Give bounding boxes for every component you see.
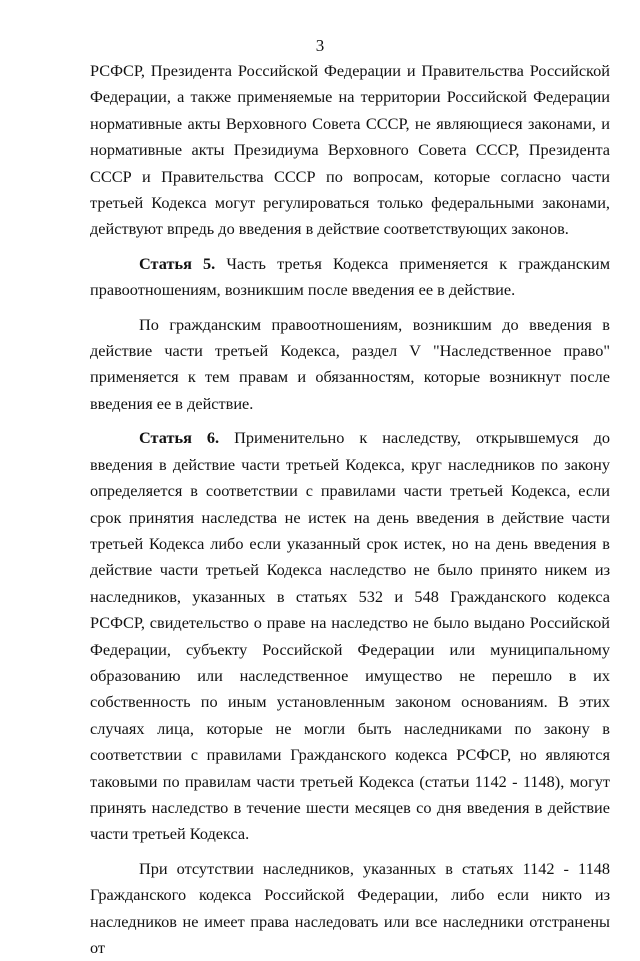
paragraph-article-6-part-2 <box>90 856 610 961</box>
document-body <box>90 58 610 961</box>
page-number: 3 <box>315 36 325 55</box>
paragraph-text: РСФСР, Президента Российской Федерации и Правительства Российской Федерации, а также применяемые на территории Российской Федерации нормативные акты Верховного Совета СССР, не являющиеся законами, и нормативные акты Президиума Верховного Совета СССР, Президента СССР и Правительства СССР по вопросам, которые согласно части третьей Кодекса могут регулироваться только федеральными законами, действуют впредь до введения в действие соответствующих законов. <box>90 61 610 239</box>
article-heading: Статья 6. <box>139 428 220 448</box>
article-heading: Статья 5. <box>139 253 216 273</box>
paragraph-article-5 <box>90 251 610 304</box>
paragraph-text: По гражданским правоотношениям, возникшим до введения в действие части третьей Кодекса, раздел V "Наследственное право" применяется к тем правам и обязанностям, которые возникнут после введения ее в действие. <box>90 314 610 413</box>
paragraph-text: Часть третья Кодекса применяется к гражданским правоотношениям, возникшим после введения ее в действие. <box>90 253 610 300</box>
paragraph-text: Применительно к наследству, открывшемуся до введения в действие части третьей Кодекса, круг наследников по закону определяется в соответствии с правилами части третьей Кодекса, если срок принятия наследства не истек на день введения в действие части третьей Кодекса либо если указанный срок истек, но на день введения в действие части третьей Кодекса наследство не было принято никем из наследников, указанных в статьях 532 и 548 Гражданского кодекса РСФСР, свидетельство о праве на наследство не было выдано Российской Федерации, субъекту Российской Федерации или муниципальному образованию или наследственное имущество не перешло в их собственность по иным установленным законом основаниям. В этих случаях лица, которые не могли быть наследниками по закону в соответствии с правилами Гражданского кодекса РСФСР, но являются таковыми по правилам части третьей Кодекса (статьи 1142 - 1148), могут принять наследство в течение шести месяцев со дня введения в действие части третьей Кодекса. <box>90 428 611 844</box>
paragraph-article-5-part-2 <box>90 312 610 418</box>
paragraph-article-6 <box>90 425 610 848</box>
paragraph-text: При отсутствии наследников, указанных в статьях 1142 - 1148 Гражданского кодекса Российской Федерации, либо если никто из наследников не имеет права наследовать или все наследники отстранены от <box>90 858 610 957</box>
paragraph-continuation <box>90 58 610 243</box>
